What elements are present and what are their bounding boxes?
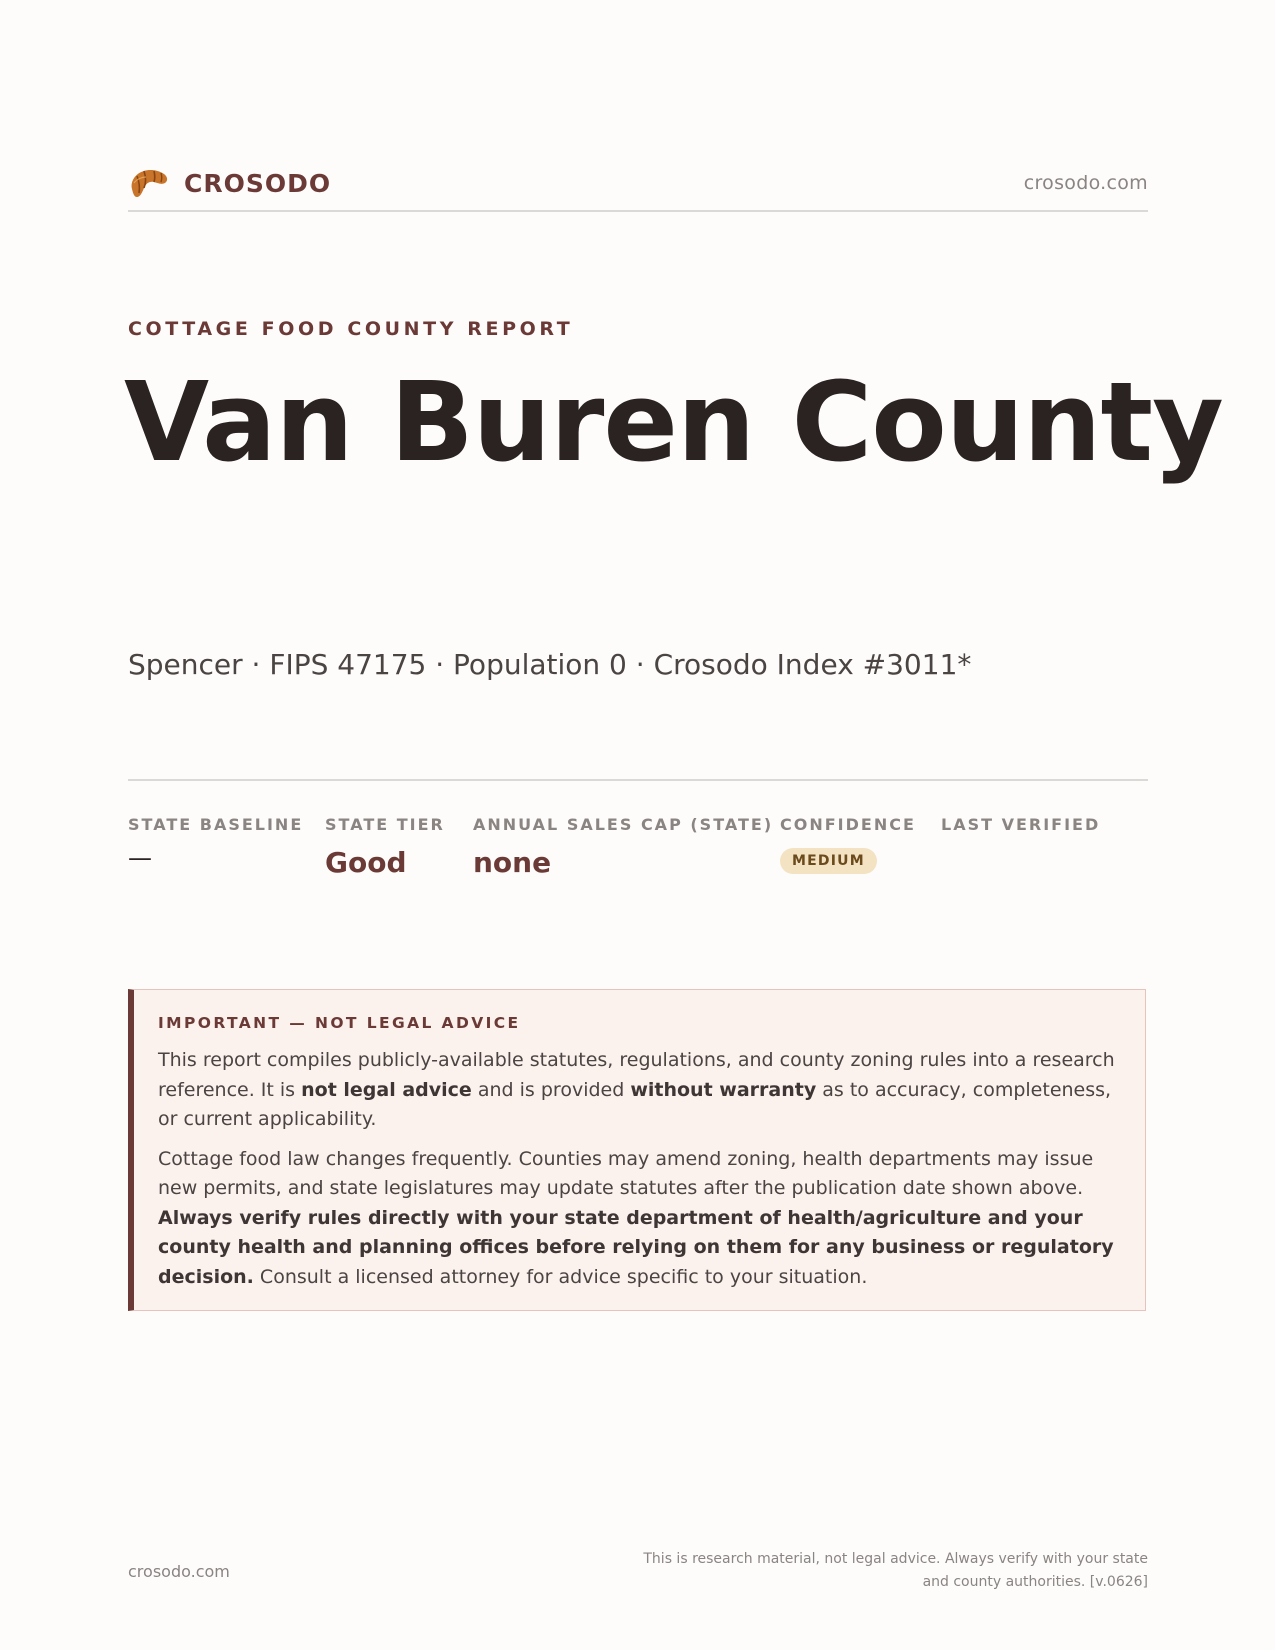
croissant-icon: [128, 163, 170, 203]
footer-disclaimer-line: This is research material, not legal advice. Always verify with your state: [643, 1551, 1148, 1567]
confidence-badge: MEDIUM: [780, 848, 877, 874]
county-title: Van Buren County: [124, 358, 1223, 486]
notice-heading: IMPORTANT — NOT LEGAL ADVICE: [158, 1014, 521, 1032]
notice-emphasis: not legal advice: [301, 1078, 472, 1101]
legal-notice: [128, 989, 1146, 1311]
brand-name: CROSODO: [184, 168, 332, 198]
notice-paragraph: [158, 1145, 1130, 1293]
stat-confidence: [780, 815, 916, 874]
stat-label: ANNUAL SALES CAP (STATE): [473, 815, 774, 834]
brand: [128, 163, 331, 203]
stat-value: Good: [325, 846, 407, 879]
stat-label: CONFIDENCE: [780, 815, 916, 834]
site-link[interactable]: crosodo.com: [1023, 172, 1148, 194]
stat-annual-sales-cap: [473, 815, 773, 879]
notice-emphasis: Always verify rules directly with your state department of health/agriculture and your county health and planning offices before relying on them for any business or regulatory decision.: [158, 1206, 1114, 1288]
footer-site-link[interactable]: crosodo.com: [128, 1562, 230, 1581]
stat-label: STATE BASELINE: [128, 815, 304, 834]
stat-value: —: [128, 844, 152, 872]
page-header: [128, 158, 1148, 208]
notice-text: This report compiles publicly-available statutes, regulations, and county zoning rules into a research reference. It is: [158, 1049, 1115, 1101]
stats-divider: [128, 779, 1148, 781]
notice-text: as to accuracy, completeness, or current applicability.: [158, 1078, 1112, 1130]
notice-text: Cottage food law changes frequently. Counties may amend zoning, health departments may issue new permits, and state legislatures may update statutes after the publication date shown above.: [158, 1147, 1094, 1199]
report-eyebrow: COTTAGE FOOD COUNTY REPORT: [128, 318, 574, 340]
stat-state-tier: [325, 815, 445, 879]
notice-emphasis: without warranty: [630, 1078, 817, 1101]
report-page: [124, 0, 1223, 1650]
notice-paragraph: [158, 1046, 1130, 1135]
stat-last-verified: [941, 815, 1100, 846]
footer-disclaimer: [628, 1548, 1148, 1594]
stat-state-baseline: [128, 815, 303, 872]
county-subtitle: Spencer · FIPS 47175 · Population 0 · Crosodo Index #3011*: [128, 648, 972, 681]
notice-body: [158, 1046, 1130, 1302]
footer-disclaimer-line: and county authorities. [v.0626]: [922, 1574, 1148, 1590]
header-divider: [128, 210, 1148, 212]
stat-value: none: [473, 846, 552, 879]
stat-label: LAST VERIFIED: [941, 815, 1101, 834]
notice-text: Consult a licensed attorney for advice specific to your situation.: [253, 1265, 868, 1288]
notice-text: and is provided: [471, 1078, 631, 1101]
stats-row: [128, 815, 1148, 895]
stat-label: STATE TIER: [325, 815, 445, 834]
